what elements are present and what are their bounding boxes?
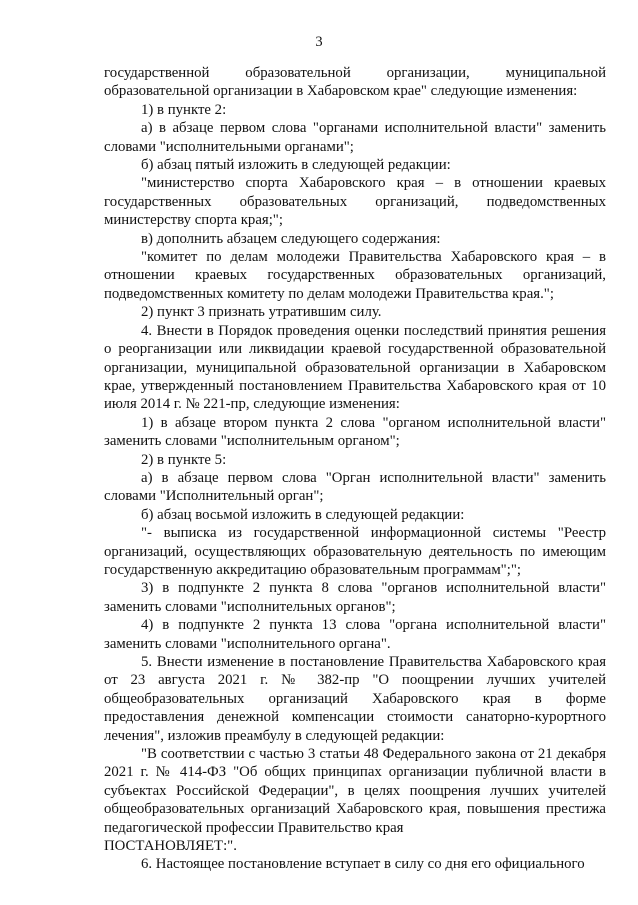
document-body (104, 64, 606, 874)
paragraph-13: б) абзац восьмой изложить в следующей редакции: (141, 506, 465, 523)
paragraph-12: а) в абзаце первом слова "Орган исполнительной власти" заменить словами "Исполнительный орган"; (104, 469, 606, 505)
paragraph-19: ПОСТАНОВЛЯЕТ:". (104, 838, 237, 855)
paragraph-2: 1) в пункте 2: (141, 101, 227, 118)
paragraph-6: в) дополнить абзацем следующего содержания: (141, 230, 441, 247)
paragraph-8: 2) пункт 3 признать утратившим силу. (141, 304, 382, 321)
paragraph-9: 4. Внести в Порядок проведения оценки последствий принятия решения о реорганизации или ликвидации краевой государственной образовательной организации, муниципальной образовательной организации в Хабаровском крае, утвержденный постановлением Правительства Хабаровского края от 10 июля 2014 г. № 221-пр, следующие изменения: (104, 322, 606, 413)
paragraph-18: "В соответствии с частью 3 статьи 48 Федерального закона от 21 декабря 2021 г. № 414-ФЗ "Об общих принципах организации публичной власти в субъектах Российской Федерации", в целях поощрения лучших учителей общеобразовательных организаций Хабаровского края, повышения престижа педагогической профессии Правительство края (104, 746, 606, 836)
paragraph-15: 3) в подпункте 2 пункта 8 слова "органов исполнительной власти" заменить словами "исполнительных органов"; (104, 580, 606, 615)
paragraph-14: "- выписка из государственной информационной системы "Реестр организаций, осуществляющих образовательную деятельность по имеющим государственную аккредитацию образовательным программам";"; (104, 525, 606, 578)
paragraph-16: 4) в подпункте 2 пункта 13 слова "органа исполнительной власти" заменить словами "исполнительного органа". (104, 617, 606, 652)
paragraph-3: а) в абзаце первом слова "органами исполнительной власти" заменить словами "исполнительными органами"; (104, 120, 606, 155)
paragraph-5: "министерство спорта Хабаровского края – в отношении краевых государственных образовательных организаций, подведомственных министерству спорта края;"; (104, 175, 606, 229)
paragraph-11: 2) в пункте 5: (141, 451, 227, 468)
paragraph-10: 1) в абзаце втором пункта 2 слова "органом исполнительной власти" заменить словами "исполнительным органом"; (104, 414, 606, 450)
paragraph-4: б) абзац пятый изложить в следующей редакции: (141, 157, 451, 174)
paragraph-1: государственной образовательной организации, муниципальной образовательной организации в Хабаровском крае" следующие изменения: (104, 65, 606, 100)
paragraph-7: "комитет по делам молодежи Правительства Хабаровского края – в отношении краевых государственных образовательных организаций, подведомственных комитету по делам молодежи Правительства края."; (104, 249, 606, 302)
page-number: 3 (315, 34, 323, 50)
paragraph-17: 5. Внести изменение в постановление Правительства Хабаровского края от 23 августа 2021 г. № 382-пр "О поощрении лучших учителей общеобразовательных организаций Хабаровского края в форме предоставления денежной компенсации стоимости санаторно-курортного лечения", изложив преамбулу в следующей редакции: (104, 654, 606, 744)
paragraph-20: 6. Настоящее постановление вступает в силу со дня его официального (141, 856, 585, 873)
